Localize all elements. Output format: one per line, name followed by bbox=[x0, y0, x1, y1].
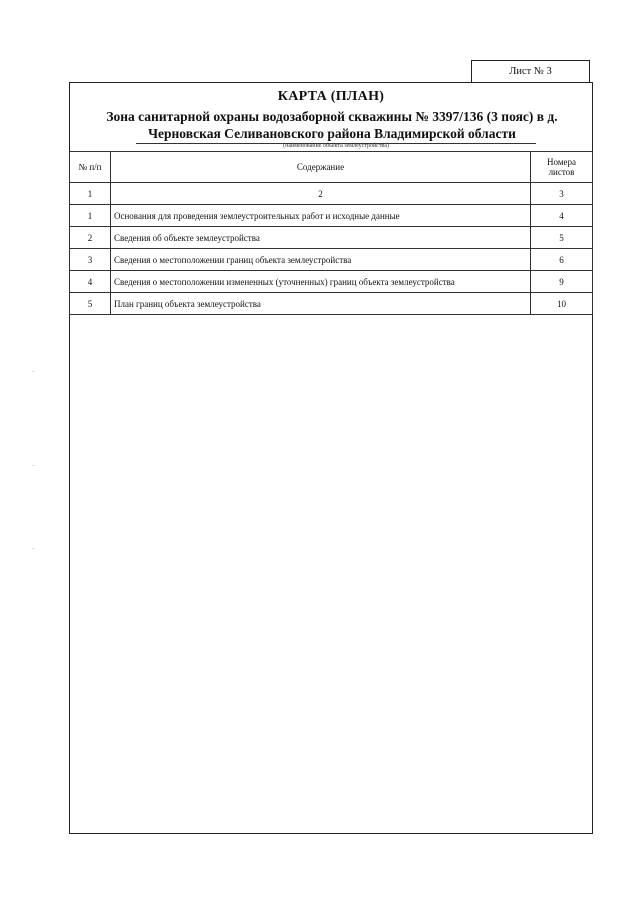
table-row bbox=[70, 249, 593, 271]
row-num: 3 bbox=[70, 249, 111, 271]
row-content: Сведения о местоположении границ объекта землеустройства bbox=[111, 249, 531, 271]
row-content: План границ объекта землеустройства bbox=[111, 293, 531, 315]
document-title: КАРТА (ПЛАН) bbox=[277, 89, 385, 104]
row-pages: 9 bbox=[531, 271, 593, 293]
row-num: 4 bbox=[70, 271, 111, 293]
index-cell-3: 3 bbox=[531, 183, 593, 205]
index-cell-1: 1 bbox=[70, 183, 111, 205]
table-row bbox=[70, 293, 593, 315]
document-subtitle bbox=[80, 108, 584, 142]
header-num: № п/п bbox=[70, 152, 111, 183]
scan-mark: · bbox=[32, 462, 35, 470]
row-content: Сведения о местоположении измененных (уточненных) границ объекта землеустройства bbox=[111, 271, 531, 293]
table-row bbox=[70, 271, 593, 293]
subtitle-note: (наименование объекта землеустройства) bbox=[283, 143, 389, 149]
table-index-row bbox=[70, 183, 593, 205]
row-pages: 4 bbox=[531, 205, 593, 227]
row-pages: 6 bbox=[531, 249, 593, 271]
subtitle-line-1: Зона санитарной охраны водозаборной скважины № 3397/136 (3 пояс) в д. bbox=[106, 109, 558, 124]
index-cell-2: 2 bbox=[111, 183, 531, 205]
row-num: 5 bbox=[70, 293, 111, 315]
header-content: Содержание bbox=[111, 152, 531, 183]
row-pages: 10 bbox=[531, 293, 593, 315]
header-pages: Номера листов bbox=[531, 152, 593, 183]
row-content: Основания для проведения землеустроительных работ и исходные данные bbox=[111, 205, 531, 227]
row-content: Сведения об объекте землеустройства bbox=[111, 227, 531, 249]
scan-mark: · bbox=[32, 545, 35, 553]
sheet-number-label bbox=[471, 60, 590, 82]
table-row bbox=[70, 205, 593, 227]
row-num: 2 bbox=[70, 227, 111, 249]
table-header-row bbox=[70, 152, 593, 183]
scan-mark: · bbox=[32, 368, 35, 376]
contents-table bbox=[69, 151, 593, 315]
sheet-number-text: Лист № 3 bbox=[509, 66, 552, 77]
subtitle-line-2: Черновская Селивановского района Владимирской области bbox=[148, 126, 516, 141]
table-row bbox=[70, 227, 593, 249]
row-pages: 5 bbox=[531, 227, 593, 249]
row-num: 1 bbox=[70, 205, 111, 227]
